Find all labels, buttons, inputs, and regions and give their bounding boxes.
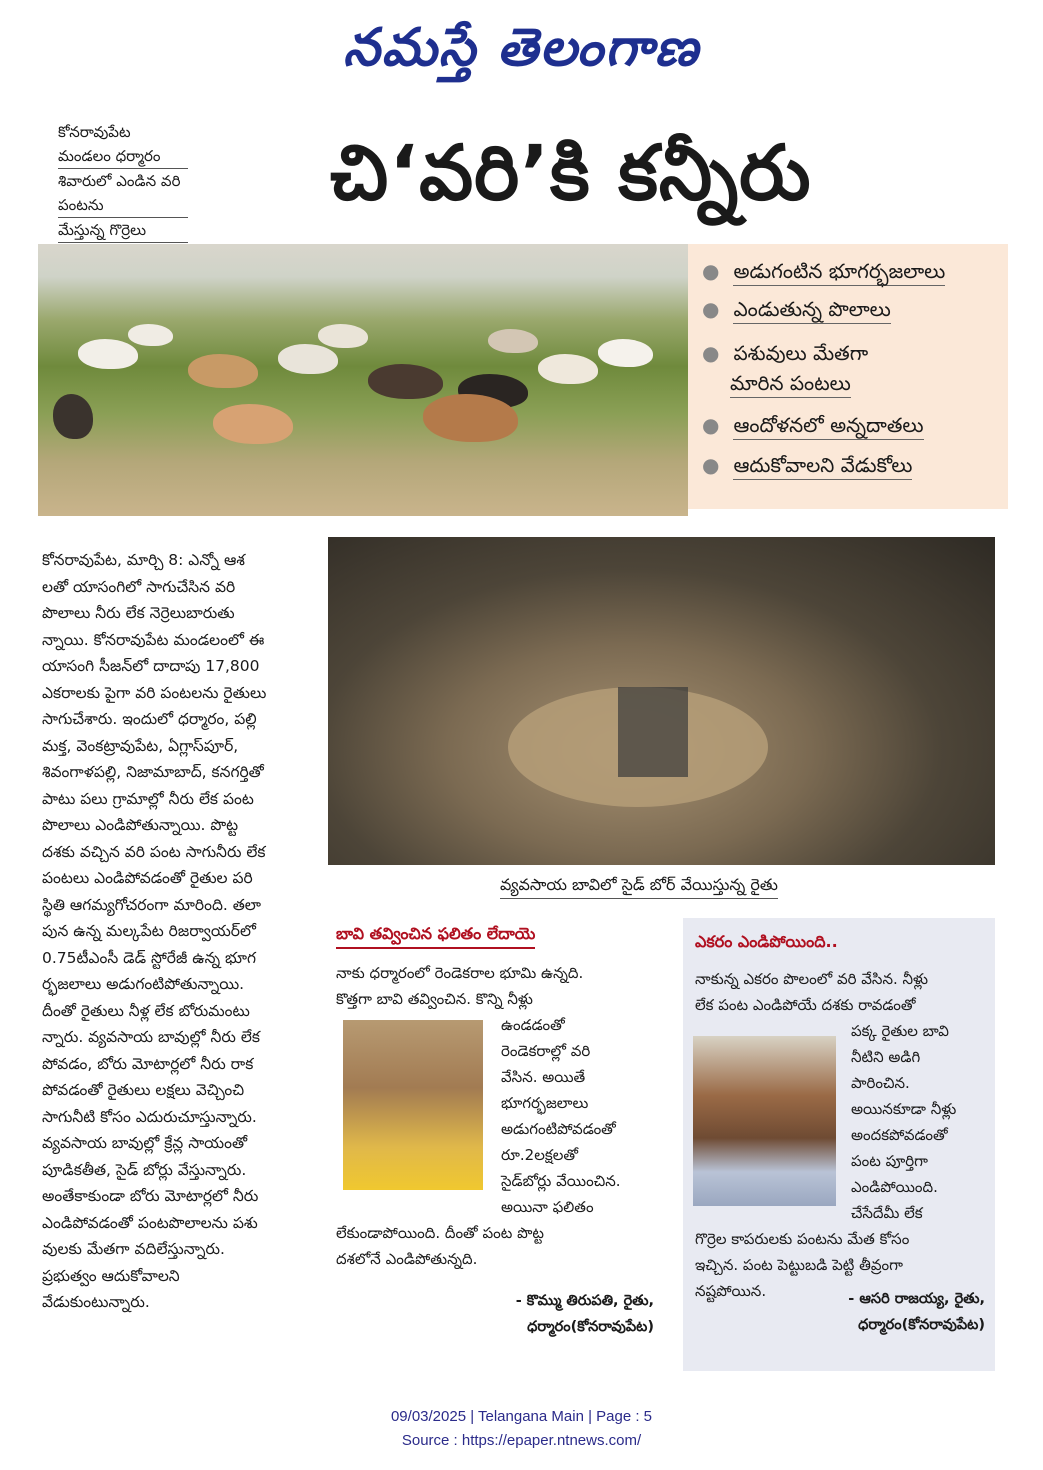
article-line: ఎండిపోవడంతో పంటపొలాలను పశు	[42, 1213, 258, 1232]
quote-lines-bottom: లేకుండాపోయింది. దీంతో పంట పొట్ట దశలోనే ఎండిపోతున్నది.	[336, 1224, 544, 1268]
article-line: న్నాయి. కోనరావుపేట మండలంలో ఈ	[42, 630, 265, 649]
caption-line: కోనరావుపేట మండలం ధర్మారం	[58, 120, 188, 169]
footer-source-link[interactable]: Source : https://epaper.ntnews.com/	[401, 1432, 642, 1449]
highlight-item: ● ఎండుతున్న పొలాలు	[702, 294, 891, 324]
article-line: కోనరావుపేట, మార్చి 8: ఎన్నో ఆశ	[42, 551, 245, 569]
article-line: దీంతో రైతులు నీళ్ల లేక బోరుమంటు	[42, 1001, 250, 1020]
farmer-quote-box-right	[683, 918, 995, 1371]
highlight-item: ● ఆందోళనలో అన్నదాతలు	[702, 410, 924, 440]
highlight-item: ● పశువులు మేతగా	[702, 341, 869, 365]
highlight-item: ● ఆదుకోవాలని వేడుకోలు	[702, 450, 912, 480]
quote-lines-top: నాకు ధర్మారంలో రెండెకరాల భూమి ఉన్నది. కొత్తగా బావి తవ్వించిన. కొన్ని నీళ్లు	[336, 964, 584, 1008]
article-line: వ్యవసాయ బావుల్లో క్రేన్ల సాయంతో	[42, 1134, 248, 1152]
headline: చి‘వరి’కి కన్నీరు	[330, 128, 812, 217]
highlight-item: ● అడుగంటిన భూగర్భజలాలు	[702, 256, 945, 286]
farmer-quote-box-left	[333, 920, 668, 1365]
quote-title: ఎకరం ఎండిపోయింది..	[695, 932, 838, 951]
article-line: పోవడంతో రైతులు లక్షలు వెచ్చించి	[42, 1081, 245, 1099]
article-line: దశకు వచ్చిన వరి పంట సాగునీరు లేక	[42, 842, 266, 861]
masthead-title: నమస్తే తెలంగాణ	[343, 17, 700, 78]
photo-caption-top	[58, 120, 188, 243]
quote-lines-top: నాకున్న ఎకరం పొలంలో వరి వేసిన. నీళ్లు లేక పంట ఎండిపోయే దశకు రావడంతో	[695, 970, 928, 1014]
article-line: వేడుకుంటున్నారు.	[42, 1293, 150, 1311]
article-line: పాటు పలు గ్రామాల్లో నీరు లేక పంట	[42, 789, 254, 808]
highlight-item-cont: మారిన పంటలు	[730, 368, 851, 398]
quote-lines-side: పక్క రైతుల బావి నీటిని అడిగి పారించిన. అయినకూడా నీళ్లు అందకపోవడంతో పంట పూర్తిగా ఎండిపోయింది. చేసేదేమీ లేక	[851, 1022, 957, 1222]
quote-signature: - కొమ్ము తిరుపతి, రైతు, ధర్మారం(కోనరావుపేట)	[515, 1293, 654, 1335]
article-line: యాసంగి సీజన్‌లో దాదాపు 17,800	[42, 657, 260, 675]
article-line: మక్త, వెంకట్రావుపేట, ఏగ్లాస్‌పూర్,	[42, 736, 239, 755]
article-line: శివంగాళపల్లి, నిజామాబాద్, కనగర్తితో	[42, 763, 264, 781]
article-line: ఎకరాలకు పైగా వరి పంటలను రైతులు	[42, 683, 267, 702]
caption-line: మేస్తున్న గొర్రెలు	[58, 218, 188, 243]
farmer-photo-left	[343, 1020, 483, 1190]
well-photo	[328, 537, 995, 865]
footer-date-edition: 09/03/2025 | Telangana Main | Page : 5	[390, 1408, 653, 1425]
field-goats-photo	[38, 244, 688, 516]
article-line: వులకు మేతగా వదిలేస్తున్నారు.	[42, 1240, 225, 1258]
article-line: పంటలు ఎండిపోవడంతో రైతుల పరి	[42, 869, 253, 887]
quote-title: బావి తవ్వించిన ఫలితం లేదాయె	[336, 924, 535, 949]
article-line: పున ఉన్న మల్కపేట రిజర్వాయర్‌లో	[42, 922, 256, 940]
caption-line: శివారులో ఎండిన వరి పంటను	[58, 169, 188, 218]
highlights-box	[688, 244, 1008, 509]
quote-lines-side: ఉండడంతో రెండెకరాల్లో వరి వేసిన. అయితే భూగర్భజలాలు అడుగంటిపోవడంతో రూ.2లక్షలతో సైడ్‌బోర్లు వేయించిన. అయినా ఫలితం	[501, 1016, 621, 1216]
article-line: పూడికతీత, సైడ్ బోర్లు వేస్తున్నారు.	[42, 1160, 247, 1179]
quote-lines-bottom: గొర్రెల కాపరులకు పంటను మేత కోసం ఇచ్చిన. పంట పెట్టుబడి పెట్టి తీవ్రంగా నష్టపోయిన.	[695, 1230, 910, 1300]
article-line: పోవడం, బోరు మోటార్లలో నీరు రాక	[42, 1054, 254, 1073]
article-line: అంతేకాకుండా బోరు మోటార్లలో నీరు	[42, 1187, 259, 1205]
article-line: 0.75టీఎంసీ డెడ్ స్టోరేజీ ఉన్న భూగ	[42, 948, 257, 967]
article-line: లతో యాసంగిలో సాగుచేసిన వరి	[42, 577, 236, 596]
quote-signature: - ఆసరి రాజయ్య, రైతు, ధర్మారం(కోనరావుపేట)	[848, 1291, 985, 1333]
article-line: న్నారు. వ్యవసాయ బావుల్లో నీరు లేక	[42, 1028, 260, 1046]
article-line: ర్భజలాలు అడుగంటిపోతున్నాయి.	[42, 975, 245, 993]
article-line: సాగుచేశారు. ఇందులో ధర్మారం, పల్లి	[42, 710, 257, 728]
article-line: స్థితి ఆగమ్యగోచరంగా మారింది. తలా	[42, 895, 262, 914]
farmer-photo-right	[693, 1036, 836, 1206]
well-photo-caption: వ్యవసాయ బావిలో సైడ్ బోర్ వేయిస్తున్న రైతు	[500, 875, 778, 899]
article-body	[42, 547, 317, 1316]
article-line: సాగునీటి కోసం ఎదురుచూస్తున్నారు.	[42, 1107, 257, 1126]
article-line: ప్రభుత్వం ఆదుకోవాలని	[42, 1266, 180, 1285]
article-line: పొలాలు నీరు లేక నెర్రెలుబారుతు	[42, 604, 235, 622]
article-line: పొలాలు ఎండిపోతున్నాయి. పొట్ట	[42, 816, 239, 834]
